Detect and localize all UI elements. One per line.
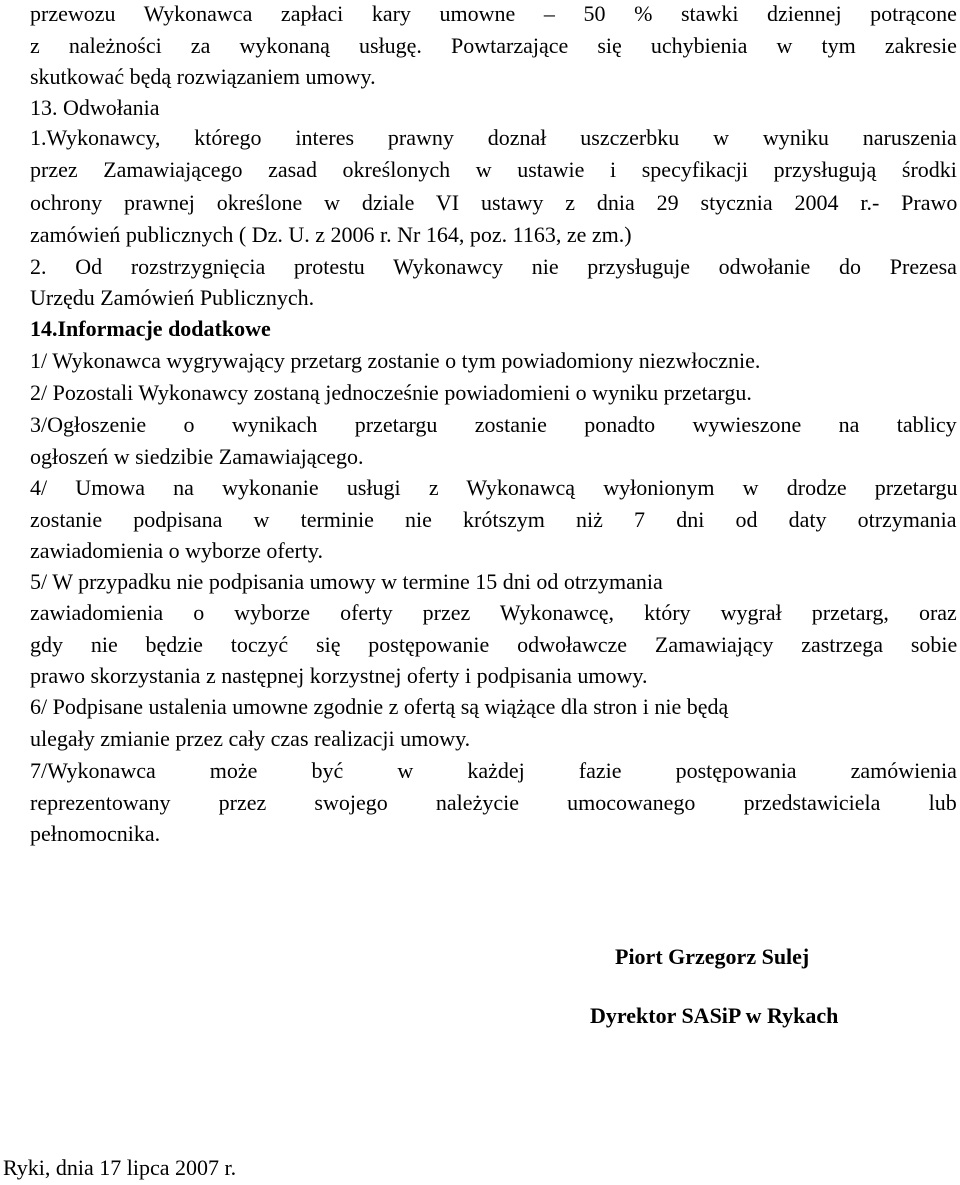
list-item: 7/Wykonawca może być w każdej fazie postępowania zamówienia <box>30 758 957 783</box>
text-line: ogłoszeń w siedzibie Zamawiającego. <box>30 444 364 469</box>
text-line: zawiadomienia o wyborze oferty przez Wykonawcę, który wygrał przetarg, oraz <box>30 600 957 625</box>
text-line: skutkować będą rozwiązaniem umowy. <box>30 64 376 89</box>
text-line: ulegały zmianie przez cały czas realizacji umowy. <box>30 726 471 751</box>
text-line: zostanie podpisana w terminie nie krótszym niż 7 dni od daty otrzymania <box>30 507 957 532</box>
list-item: 1/ Wykonawca wygrywający przetarg zostanie o tym powiadomiony niezwłocznie. <box>30 348 761 373</box>
text-line: ochrony prawnej określone w dziale VI ustawy z dnia 29 stycznia 2004 r.- Prawo <box>30 190 958 215</box>
text-line: z należności za wykonaną usługę. Powtarzające się uchybienia w tym zakresie <box>30 33 957 58</box>
section-heading-odwolania: 13. Odwołania <box>30 95 160 120</box>
text-line: prawo skorzystania z następnej korzystnej oferty i podpisania umowy. <box>30 663 648 688</box>
text-line: gdy nie będzie toczyć się postępowanie odwoławcze Zamawiający zastrzega sobie <box>30 632 958 657</box>
text-line: pełnomocnika. <box>30 821 161 846</box>
list-item: 4/ Umowa na wykonanie usługi z Wykonawcą wyłonionym w drodze przetargu <box>30 475 958 500</box>
signature-title: Dyrektor SASiP w Rykach <box>590 1003 839 1028</box>
list-item: 2/ Pozostali Wykonawcy zostaną jednocześnie powiadomieni o wyniku przetargu. <box>30 380 752 405</box>
text-line: przez Zamawiającego zasad określonych w ustawie i specyfikacji przysługują środki <box>30 157 957 182</box>
text-line: zamówień publicznych ( Dz. U. z 2006 r. Nr 164, poz. 1163, ze zm.) <box>30 222 632 247</box>
text-line: reprezentowany przez swojego należycie umocowanego przedstawiciela lub <box>30 790 957 815</box>
text-line: przewozu Wykonawca zapłaci kary umowne – 50 % stawki dziennej potrącone <box>30 1 957 26</box>
section-heading-informacje: 14.Informacje dodatkowe <box>30 316 271 341</box>
list-item: 6/ Podpisane ustalenia umowne zgodnie z ofertą są wiążące dla stron i nie będą <box>30 694 729 719</box>
text-line: 1.Wykonawcy, którego interes prawny doznał uszczerbku w wyniku naruszenia <box>30 125 957 150</box>
list-item: 5/ W przypadku nie podpisania umowy w termine 15 dni od otrzymania <box>30 569 663 594</box>
text-line: Urzędu Zamówień Publicznych. <box>30 285 315 310</box>
text-line: 2. Od rozstrzygnięcia protestu Wykonawcy nie przysługuje odwołanie do Prezesa <box>30 254 957 279</box>
list-item: 3/Ogłoszenie o wynikach przetargu zostanie ponadto wywieszone na tablicy <box>30 412 957 437</box>
signature-name: Piort Grzegorz Sulej <box>615 944 810 969</box>
place-date: Ryki, dnia 17 lipca 2007 r. <box>3 1155 237 1180</box>
text-line: zawiadomienia o wyborze oferty. <box>30 538 324 563</box>
